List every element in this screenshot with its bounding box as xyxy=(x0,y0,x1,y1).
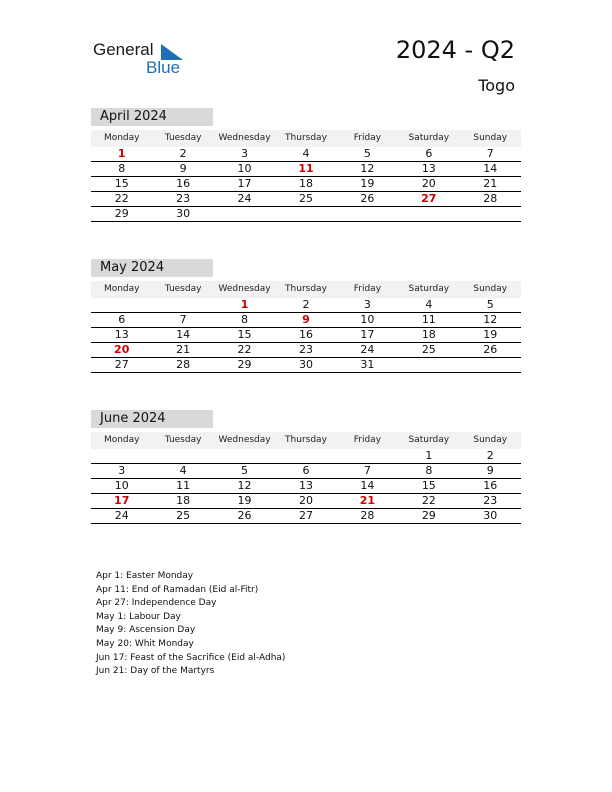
date-cell: 5 xyxy=(241,464,249,477)
week-row xyxy=(91,192,521,207)
date-cell: 12 xyxy=(237,479,252,492)
date-cell xyxy=(152,298,213,312)
date-cell: 7 xyxy=(486,147,494,160)
date-cell: 24 xyxy=(114,509,129,522)
date-cell: 30 xyxy=(483,509,498,522)
date-cell: 3 xyxy=(241,147,249,160)
weekday-label: Tuesday xyxy=(164,435,202,445)
holiday-item: May 20: Whit Monday xyxy=(96,638,194,649)
month-calendar xyxy=(91,410,521,524)
date-cell: 13 xyxy=(298,479,313,492)
weekday-label: Saturday xyxy=(408,435,450,445)
date-cell: 1 xyxy=(425,449,433,462)
holiday-date-cell: 1 xyxy=(240,298,249,311)
weekday-label: Thursday xyxy=(285,284,327,294)
date-cell: 18 xyxy=(176,494,191,507)
date-cell: 16 xyxy=(298,328,313,341)
date-cell: 8 xyxy=(241,313,249,326)
week-row xyxy=(91,449,521,464)
date-cell: 8 xyxy=(425,464,433,477)
date-cell xyxy=(152,449,213,463)
date-cell: 6 xyxy=(425,147,433,160)
date-cell: 12 xyxy=(483,313,498,326)
date-cell: 24 xyxy=(360,343,375,356)
weekday-label: Friday xyxy=(353,133,382,143)
logo-general-text: General xyxy=(93,40,154,59)
date-cell: 11 xyxy=(176,479,191,492)
date-cell: 25 xyxy=(176,509,191,522)
date-cell: 4 xyxy=(302,147,310,160)
country-name: Togo xyxy=(478,76,515,95)
date-cell: 26 xyxy=(483,343,498,356)
logo-blue-text: Blue xyxy=(146,58,181,77)
date-cell: 2 xyxy=(302,298,310,311)
date-cell: 30 xyxy=(176,207,191,220)
date-cell xyxy=(337,449,398,463)
week-row xyxy=(91,494,521,509)
weekday-label: Friday xyxy=(353,284,382,294)
date-cell: 10 xyxy=(360,313,375,326)
date-cell: 13 xyxy=(421,162,436,175)
date-cell xyxy=(275,449,336,463)
weekday-label: Monday xyxy=(103,435,140,445)
month-title: May 2024 xyxy=(91,259,213,277)
holiday-date-cell: 21 xyxy=(359,494,376,507)
date-cell: 8 xyxy=(118,162,126,175)
date-cell: 7 xyxy=(363,464,371,477)
date-cell: 14 xyxy=(176,328,191,341)
date-cell xyxy=(214,207,275,221)
date-cell: 23 xyxy=(483,494,498,507)
date-cell: 2 xyxy=(486,449,494,462)
weekday-label: Tuesday xyxy=(164,133,202,143)
month-calendar xyxy=(91,259,521,373)
date-cell xyxy=(398,207,459,221)
weekday-label: Tuesday xyxy=(164,284,202,294)
holiday-item: Apr 27: Independence Day xyxy=(96,598,217,609)
date-cell xyxy=(398,358,459,372)
date-cell xyxy=(460,358,521,372)
holiday-date-cell: 20 xyxy=(114,343,130,356)
weekday-header-row xyxy=(91,432,521,449)
date-cell xyxy=(275,207,336,221)
date-cell: 17 xyxy=(237,177,252,190)
date-cell: 17 xyxy=(360,328,375,341)
holiday-date-cell: 11 xyxy=(298,162,314,175)
week-row xyxy=(91,207,521,222)
weekday-label: Wednesday xyxy=(218,435,271,445)
date-cell: 3 xyxy=(363,298,371,311)
date-cell: 25 xyxy=(421,343,436,356)
week-row xyxy=(91,298,521,313)
date-cell: 6 xyxy=(302,464,310,477)
date-cell: 26 xyxy=(360,192,375,205)
date-cell: 3 xyxy=(118,464,126,477)
weekday-label: Thursday xyxy=(285,435,327,445)
holiday-item: May 9: Ascension Day xyxy=(96,625,196,636)
date-cell: 12 xyxy=(360,162,375,175)
logo xyxy=(93,40,193,80)
date-cell: 28 xyxy=(176,358,191,371)
weekday-label: Sunday xyxy=(473,435,508,445)
date-cell: 14 xyxy=(483,162,498,175)
date-cell xyxy=(337,207,398,221)
date-cell: 14 xyxy=(360,479,375,492)
date-cell: 22 xyxy=(114,192,129,205)
holiday-item: Apr 1: Easter Monday xyxy=(96,571,194,581)
date-cell: 22 xyxy=(237,343,252,356)
weekday-header-row xyxy=(91,281,521,298)
date-cell: 9 xyxy=(486,464,494,477)
month-calendar xyxy=(91,108,521,222)
date-cell: 4 xyxy=(425,298,433,311)
date-cell: 18 xyxy=(298,177,313,190)
date-cell xyxy=(91,298,152,312)
week-row xyxy=(91,177,521,192)
date-cell: 7 xyxy=(179,313,187,326)
date-cell: 21 xyxy=(483,177,498,190)
week-row xyxy=(91,479,521,494)
date-cell: 9 xyxy=(179,162,187,175)
holiday-list xyxy=(96,570,285,679)
holiday-date-cell: 1 xyxy=(117,147,126,160)
date-cell: 25 xyxy=(298,192,313,205)
date-cell: 11 xyxy=(421,313,436,326)
date-cell: 16 xyxy=(176,177,191,190)
date-cell: 2 xyxy=(179,147,187,160)
date-cell: 28 xyxy=(360,509,375,522)
weekday-label: Wednesday xyxy=(218,284,271,294)
week-row xyxy=(91,328,521,343)
weekday-label: Monday xyxy=(103,133,140,143)
week-row xyxy=(91,147,521,162)
date-cell: 19 xyxy=(483,328,498,341)
date-cell: 21 xyxy=(176,343,191,356)
holiday-item: May 1: Labour Day xyxy=(96,611,181,622)
weekday-header-row xyxy=(91,130,521,147)
date-cell: 29 xyxy=(114,207,129,220)
weekday-label: Saturday xyxy=(408,284,450,294)
date-cell: 18 xyxy=(421,328,436,341)
weekday-label: Sunday xyxy=(473,284,508,294)
date-cell: 24 xyxy=(237,192,252,205)
holiday-date-cell: 9 xyxy=(302,313,310,326)
date-cell: 27 xyxy=(114,358,129,371)
weekday-label: Thursday xyxy=(285,133,327,143)
weekday-label: Friday xyxy=(353,435,382,445)
date-cell: 29 xyxy=(421,509,436,522)
month-title: June 2024 xyxy=(91,410,213,428)
date-cell: 20 xyxy=(298,494,313,507)
date-cell xyxy=(460,207,521,221)
page-title: 2024 - Q2 xyxy=(395,36,515,64)
weekday-label: Saturday xyxy=(408,133,450,143)
week-row xyxy=(91,464,521,479)
date-cell: 6 xyxy=(118,313,126,326)
date-cell: 19 xyxy=(360,177,375,190)
holiday-date-cell: 17 xyxy=(114,494,130,507)
date-cell xyxy=(214,449,275,463)
date-cell: 19 xyxy=(237,494,252,507)
date-cell xyxy=(91,449,152,463)
date-cell: 10 xyxy=(114,479,129,492)
date-cell: 23 xyxy=(176,192,191,205)
date-cell: 16 xyxy=(483,479,498,492)
date-cell: 30 xyxy=(298,358,313,371)
weekday-label: Sunday xyxy=(473,133,508,143)
date-cell: 31 xyxy=(360,358,375,371)
holiday-item: Jun 17: Feast of the Sacrifice (Eid al-Adha) xyxy=(96,652,286,663)
week-row xyxy=(91,313,521,328)
date-cell: 22 xyxy=(421,494,436,507)
date-cell: 15 xyxy=(421,479,436,492)
holiday-item: Apr 11: End of Ramadan (Eid al-Fitr) xyxy=(96,584,259,595)
date-cell: 5 xyxy=(486,298,494,311)
date-cell: 4 xyxy=(179,464,187,477)
weekday-label: Monday xyxy=(103,284,140,294)
weekday-label: Wednesday xyxy=(218,133,271,143)
month-title: April 2024 xyxy=(91,108,213,126)
date-cell: 15 xyxy=(237,328,252,341)
date-cell: 27 xyxy=(298,509,313,522)
date-cell: 28 xyxy=(483,192,498,205)
week-row xyxy=(91,162,521,177)
week-row xyxy=(91,343,521,358)
date-cell: 15 xyxy=(114,177,129,190)
holiday-date-cell: 27 xyxy=(421,192,437,205)
date-cell: 29 xyxy=(237,358,252,371)
week-row xyxy=(91,509,521,524)
week-row xyxy=(91,358,521,373)
date-cell: 26 xyxy=(237,509,252,522)
holiday-item: Jun 21: Day of the Martyrs xyxy=(96,666,215,677)
date-cell: 13 xyxy=(114,328,129,341)
date-cell: 5 xyxy=(363,147,371,160)
date-cell: 10 xyxy=(237,162,252,175)
date-cell: 23 xyxy=(298,343,313,356)
date-cell: 20 xyxy=(421,177,436,190)
